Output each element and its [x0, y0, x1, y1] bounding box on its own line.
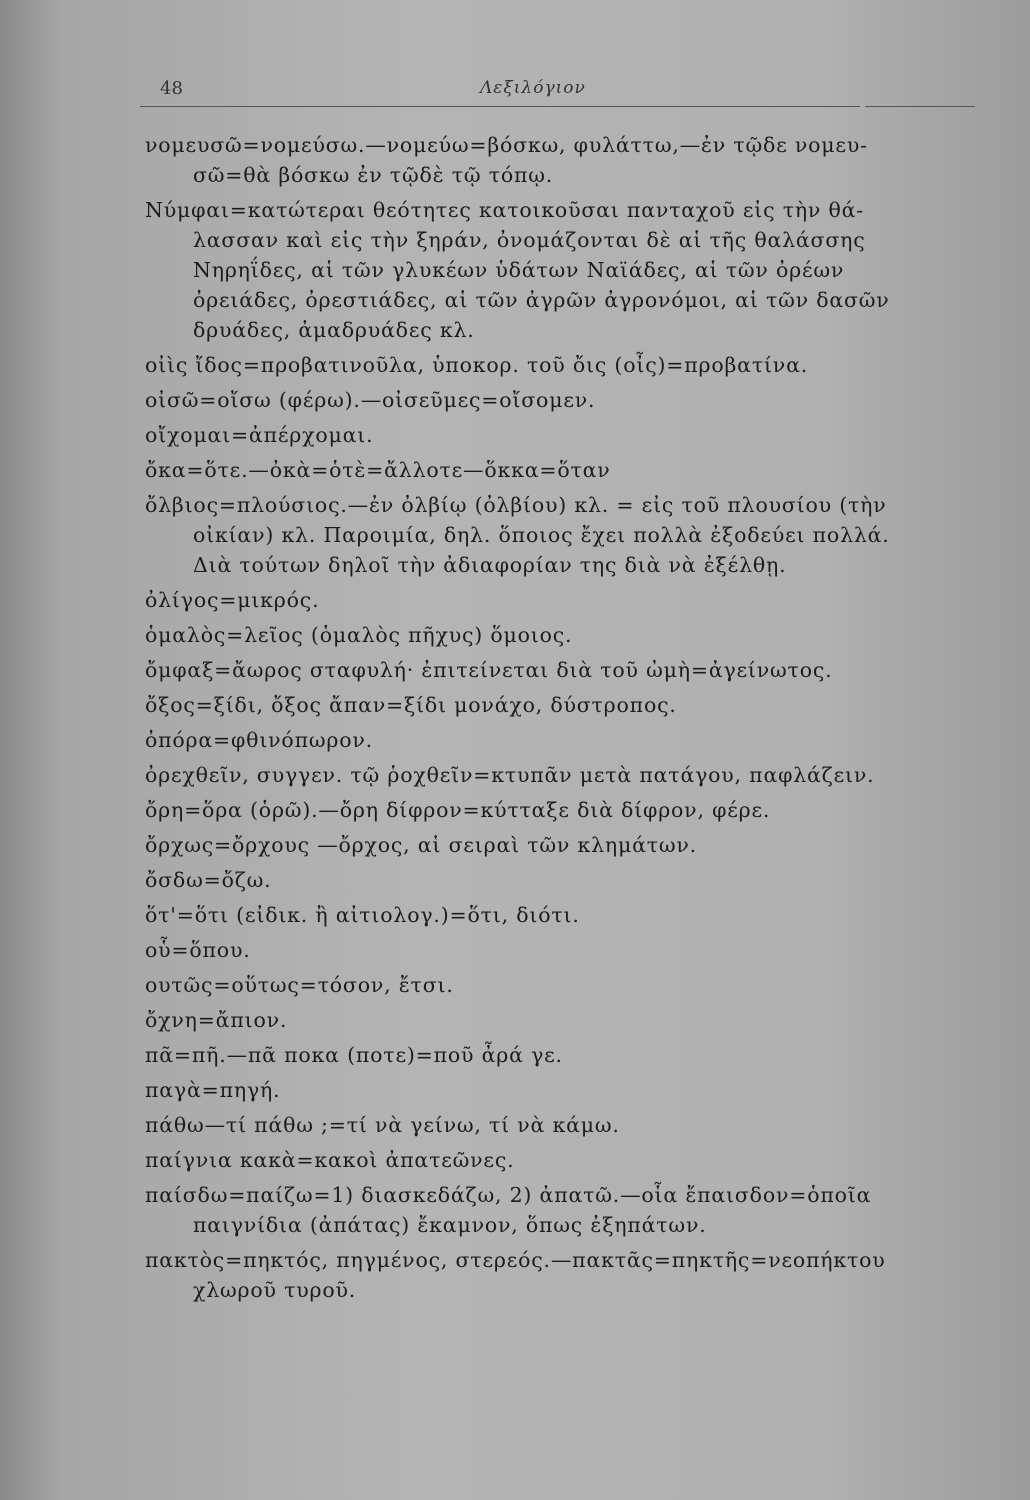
entry-text: ὅτ'=ὅτι (εἰδικ. ἢ αἰτιολογ.)=ὅτι, διότι. [145, 903, 580, 927]
entry-text: ὄρχως=ὄρχους —ὄρχος, αἱ σειραὶ τῶν κλημάτων. [145, 833, 698, 857]
header-rule [140, 106, 860, 107]
glossary-entry [145, 865, 980, 895]
entry-text: ουτῶς=οὕτως=τόσον, ἔτσι. [145, 973, 454, 997]
glossary-entry [145, 690, 980, 720]
glossary-entry [145, 455, 980, 485]
entry-text: Νύμφαι=κατώτεραι θεότητες κατοικοῦσαι πανταχοῦ εἰς τὴν θά- [145, 198, 865, 222]
glossary-entries [145, 130, 980, 1310]
entry-continuation: Διὰ τούτων δηλοῖ τὴν ἀδιαφορίαν της διὰ νὰ ἐξέλθῃ. [193, 553, 787, 577]
entry-text: πᾶ=πῆ.—πᾶ ποκα (ποτε)=ποῦ ἆρά γε. [145, 1043, 563, 1067]
entry-continuation: παιγνίδια (ἀπάτας) ἔκαμνον, ὅπως ἐξηπάτων. [193, 1213, 707, 1237]
entry-text: οἰὶς ἴδος=προβατινοῦλα, ὑποκορ. τοῦ ὄις (οἶς)=προβατίνα. [145, 353, 809, 377]
entry-text: ὀπόρα=φθινόπωρον. [145, 728, 373, 752]
glossary-entry [145, 655, 980, 685]
entry-text: ὀρεχθεῖν, συγγεν. τῷ ῥοχθεῖν=κτυπᾶν μετὰ πατάγου, παφλάζειν. [145, 763, 875, 787]
glossary-entry [145, 420, 980, 450]
glossary-entry [145, 970, 980, 1000]
glossary-entry [145, 620, 980, 650]
entry-text: ὄρη=ὅρα (ὁρῶ).—ὄρη δίφρον=κύτταξε διὰ δίφρον, φέρε. [145, 798, 771, 822]
glossary-entry [145, 725, 980, 755]
page-header [140, 78, 970, 108]
entry-continuation: οἰκίαν) κλ. Παροιμία, δηλ. ὅποιος ἔχει πολλὰ ἐξοδεύει πολλά. [193, 523, 890, 547]
glossary-entry [145, 830, 980, 860]
glossary-entry [145, 1040, 980, 1070]
entry-text: πάθω—τί πάθω ;=τί νὰ γείνω, τί νὰ κάμω. [145, 1113, 620, 1137]
header-rule-right [865, 106, 975, 107]
entry-continuation: δρυάδες, ἀμαδρυάδες κλ. [193, 318, 475, 342]
entry-text: ὄλβιος=πλούσιος.—ἐν ὀλβίῳ (ὀλβίου) κλ. = εἰς τοῦ πλουσίου (τὴν [145, 493, 887, 517]
glossary-entry [145, 195, 980, 345]
entry-continuation: λασσαν καὶ εἰς τὴν ξηράν, ὀνομάζονται δὲ αἱ τῆς θαλάσσης [193, 228, 866, 252]
entry-text: παίσδω=παίζω=1) διασκεδάζω, 2) ἀπατῶ.—οἷα ἔπαισδον=ὁποῖα [145, 1183, 872, 1207]
entry-text: ὄκα=ὅτε.—ὀκὰ=ὁτὲ=ἄλλοτε—ὅκκα=ὅταν [145, 458, 611, 482]
glossary-entry [145, 935, 980, 965]
glossary-entry [145, 1180, 980, 1240]
entry-text: πακτὸς=πηκτός, πηγμένος, στερεός.—πακτᾶς=πηκτῆς=νεοπήκτου [145, 1248, 886, 1272]
glossary-entry [145, 1110, 980, 1140]
entry-text: ὄμφαξ=ἄωρος σταφυλή· ἐπιτείνεται διὰ τοῦ ὠμὴ=ἀγείνωτος. [145, 658, 833, 682]
entry-text: νομευσῶ=νομεύσω.—νομεύω=βόσκω, φυλάττω,—ἐν τῷδε νομευ- [145, 133, 868, 157]
entry-text: οἴχομαι=ἀπέρχομαι. [145, 423, 374, 447]
glossary-entry [145, 1075, 980, 1105]
entry-continuation: σῶ=θὰ βόσκω ἐν τῷδὲ τῷ τόπῳ. [193, 163, 554, 187]
running-title: Λεξιλόγιον [480, 78, 586, 98]
entry-text: παίγνια κακὰ=κακοὶ ἀπατεῶνες. [145, 1148, 515, 1172]
glossary-entry [145, 130, 980, 190]
entry-text: οἰσῶ=οἴσω (φέρω).—οἰσεῦμες=οἴσομεν. [145, 388, 596, 412]
entry-text: ὁμαλὸς=λεῖος (ὁμαλὸς πῆχυς) ὅμοιος. [145, 623, 573, 647]
glossary-entry [145, 1005, 980, 1035]
entry-text: ὄχνη=ἄπιον. [145, 1008, 288, 1032]
glossary-entry [145, 900, 980, 930]
glossary-entry [145, 385, 980, 415]
glossary-entry [145, 350, 980, 380]
entry-text: ὄσδω=ὄζω. [145, 868, 272, 892]
page-number: 48 [160, 78, 183, 99]
entry-text: παγὰ=πηγή. [145, 1078, 281, 1102]
entry-continuation: ὀρειάδες, ὀρεστιάδες, αἱ τῶν ἀγρῶν ἀγρονόμοι, αἱ τῶν δασῶν [193, 288, 890, 312]
entry-continuation: Νηρηΐδες, αἱ τῶν γλυκέων ὑδάτων Ναϊάδες, αἱ τῶν ὀρέων [193, 258, 845, 282]
entry-continuation: χλωροῦ τυροῦ. [193, 1278, 357, 1302]
glossary-entry [145, 795, 980, 825]
entry-text: ὀλίγος=μικρός. [145, 588, 320, 612]
glossary-entry [145, 760, 980, 790]
glossary-entry [145, 1245, 980, 1305]
glossary-entry [145, 490, 980, 580]
entry-text: οὗ=ὅπου. [145, 938, 251, 962]
entry-text: ὄξος=ξίδι, ὄξος ἄπαν=ξίδι μονάχο, δύστροπος. [145, 693, 677, 717]
glossary-entry [145, 1145, 980, 1175]
glossary-entry [145, 585, 980, 615]
